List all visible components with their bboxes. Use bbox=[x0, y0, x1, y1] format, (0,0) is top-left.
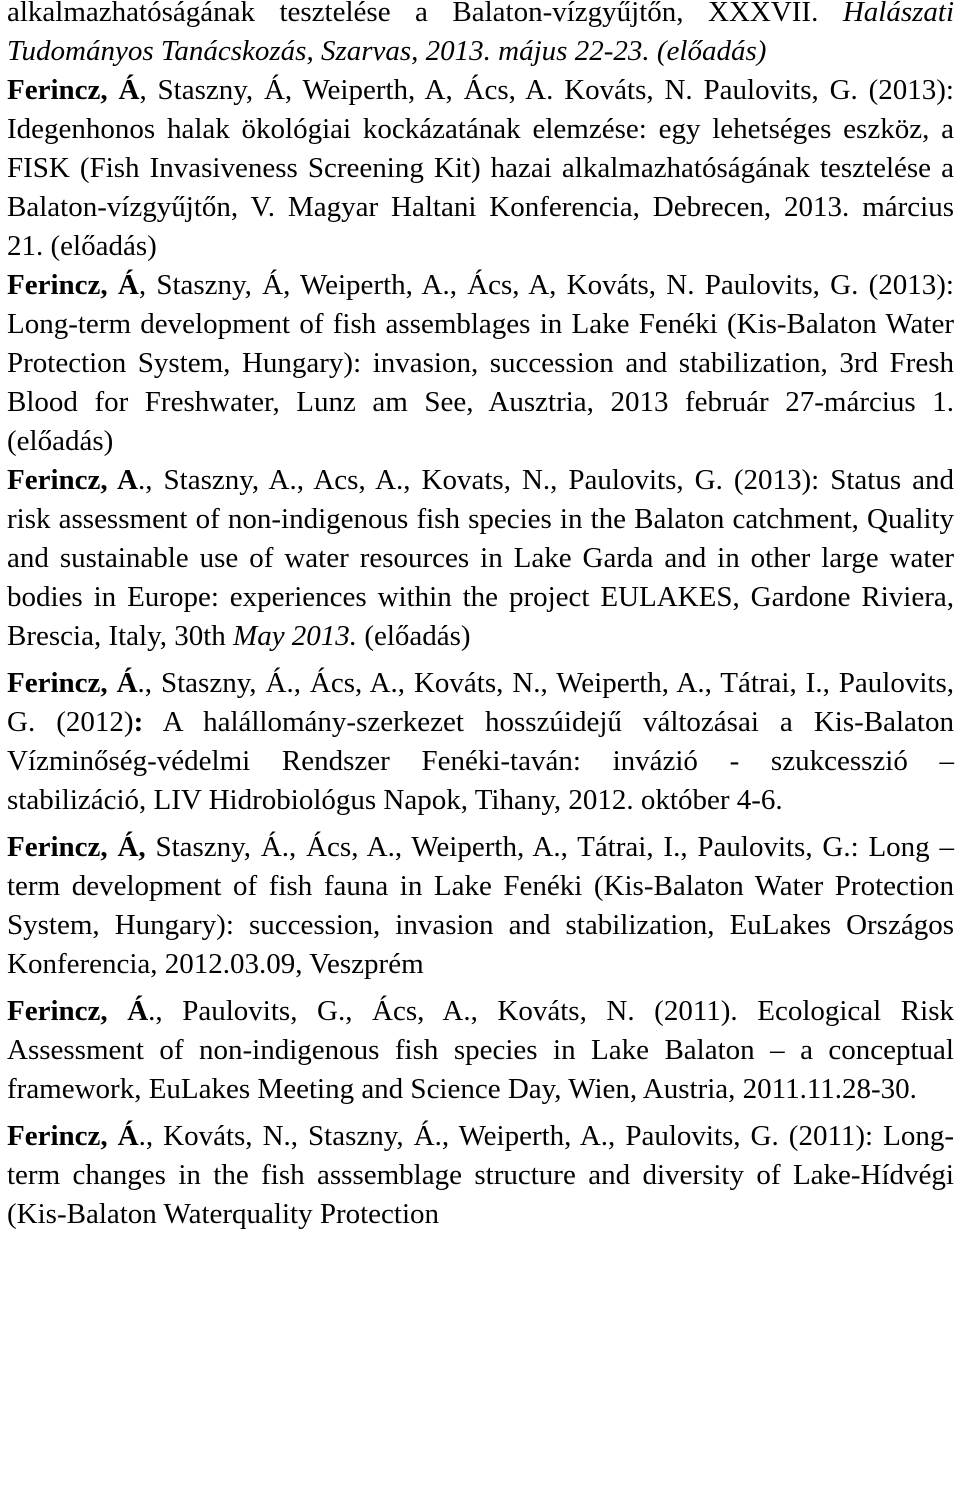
italic-text: May 2013. bbox=[233, 620, 358, 652]
author-name: Ferincz, A bbox=[7, 464, 138, 496]
reference-text: alkalmazhatóságának tesztelése a Balaton-vízgyűjtőn, XXXVII. bbox=[7, 0, 843, 28]
reference-text: ., Staszny, A., Acs, A., Kovats, N., Paulovits, G. (2013): Status and risk assessment of non-indigenous fish species in the Balaton catchment, Quality and sustainable use of water resources in Lake Garda and in other large water bodies in Europe: experiences within the project EULAKES, Gardone Riviera, Brescia, Italy, 30th bbox=[7, 464, 954, 652]
author-name: Ferincz, Á, bbox=[7, 831, 146, 863]
spacer bbox=[7, 1109, 954, 1117]
reference-6 bbox=[7, 992, 954, 1109]
italic-text: Halászati Tudományos Tanácskozás, Szarvas, 2013. május 22-23. (előadás) bbox=[7, 0, 954, 67]
reference-7 bbox=[7, 1117, 954, 1234]
author-name: Ferincz, Á bbox=[7, 74, 140, 106]
reference-5 bbox=[7, 828, 954, 984]
author-name: Ferincz, Á bbox=[7, 1120, 139, 1152]
spacer bbox=[7, 656, 954, 664]
reference-text: ., Staszny, Á., Ács, A., Kováts, N., Weiperth, A., Tátrai, I., Paulovits, G. (2012) bbox=[7, 667, 954, 738]
spacer bbox=[7, 820, 954, 828]
reference-text: (előadás) bbox=[357, 620, 471, 652]
author-name: Ferincz, Á bbox=[7, 667, 138, 699]
reference-3 bbox=[7, 461, 954, 656]
reference-0 bbox=[7, 0, 954, 71]
author-name: Ferincz, Á bbox=[7, 269, 139, 301]
reference-4 bbox=[7, 664, 954, 820]
reference-text: ., Paulovits, G., Ács, A., Kováts, N. (2011). Ecological Risk Assessment of non-indigenous fish species in Lake Balaton – a conceptual framework, EuLakes Meeting and Science Day, Wien, Austria, 2011.11.28-30. bbox=[7, 995, 954, 1105]
document-page bbox=[7, 0, 954, 1234]
spacer bbox=[7, 984, 954, 992]
reference-2 bbox=[7, 266, 954, 461]
reference-text: , Staszny, Á, Weiperth, A., Ács, A, Kováts, N. Paulovits, G. (2013): Long-term development of fish assemblages in Lake Fenéki (Kis-Balaton Water Protection System, Hungary): invasion, succession and stabilization, 3rd Fresh Blood for Freshwater, Lunz am See, Ausztria, 2013 február 27-március 1.(előadás) bbox=[7, 269, 954, 457]
author-name: Ferincz, Á bbox=[7, 995, 149, 1027]
reference-text: , Staszny, Á, Weiperth, A, Ács, A. Kováts, N. Paulovits, G. (2013): Idegenhonos halak ökológiai kockázatának elemzése: egy lehetséges eszköz, a FISK (Fish Invasiveness Screening Kit) hazai alkalmazhatóságának tesztelése a Balaton-vízgyűjtőn, V. Magyar Haltani Konferencia, Debrecen, 2013. március 21. (előadás) bbox=[7, 74, 954, 262]
reference-text: Staszny, Á., Ács, A., Weiperth, A., Tátrai, I., Paulovits, G.: Long – term development of fish fauna in Lake Fenéki (Kis-Balaton Water Protection System, Hungary): succession, invasion and stabilization, EuLakes Országos Konferencia, 2012.03.09, Veszprém bbox=[7, 831, 954, 980]
reference-text: A halállomány-szerkezet hosszúidejű változásai a Kis-Balaton Vízminőség-védelmi Rendszer Fenéki-taván: invázió - szukcesszió – stabilizáció, LIV Hidrobiológus Napok, Tihany, 2012. október 4-6. bbox=[7, 706, 954, 816]
reference-text: ., Kováts, N., Staszny, Á., Weiperth, A., Paulovits, G. (2011): Long-term changes in the fish asssemblage structure and diversity of Lake-Hídvégi (Kis-Balaton Waterquality Protection bbox=[7, 1120, 954, 1230]
author-name: : bbox=[133, 706, 144, 738]
reference-1 bbox=[7, 71, 954, 266]
